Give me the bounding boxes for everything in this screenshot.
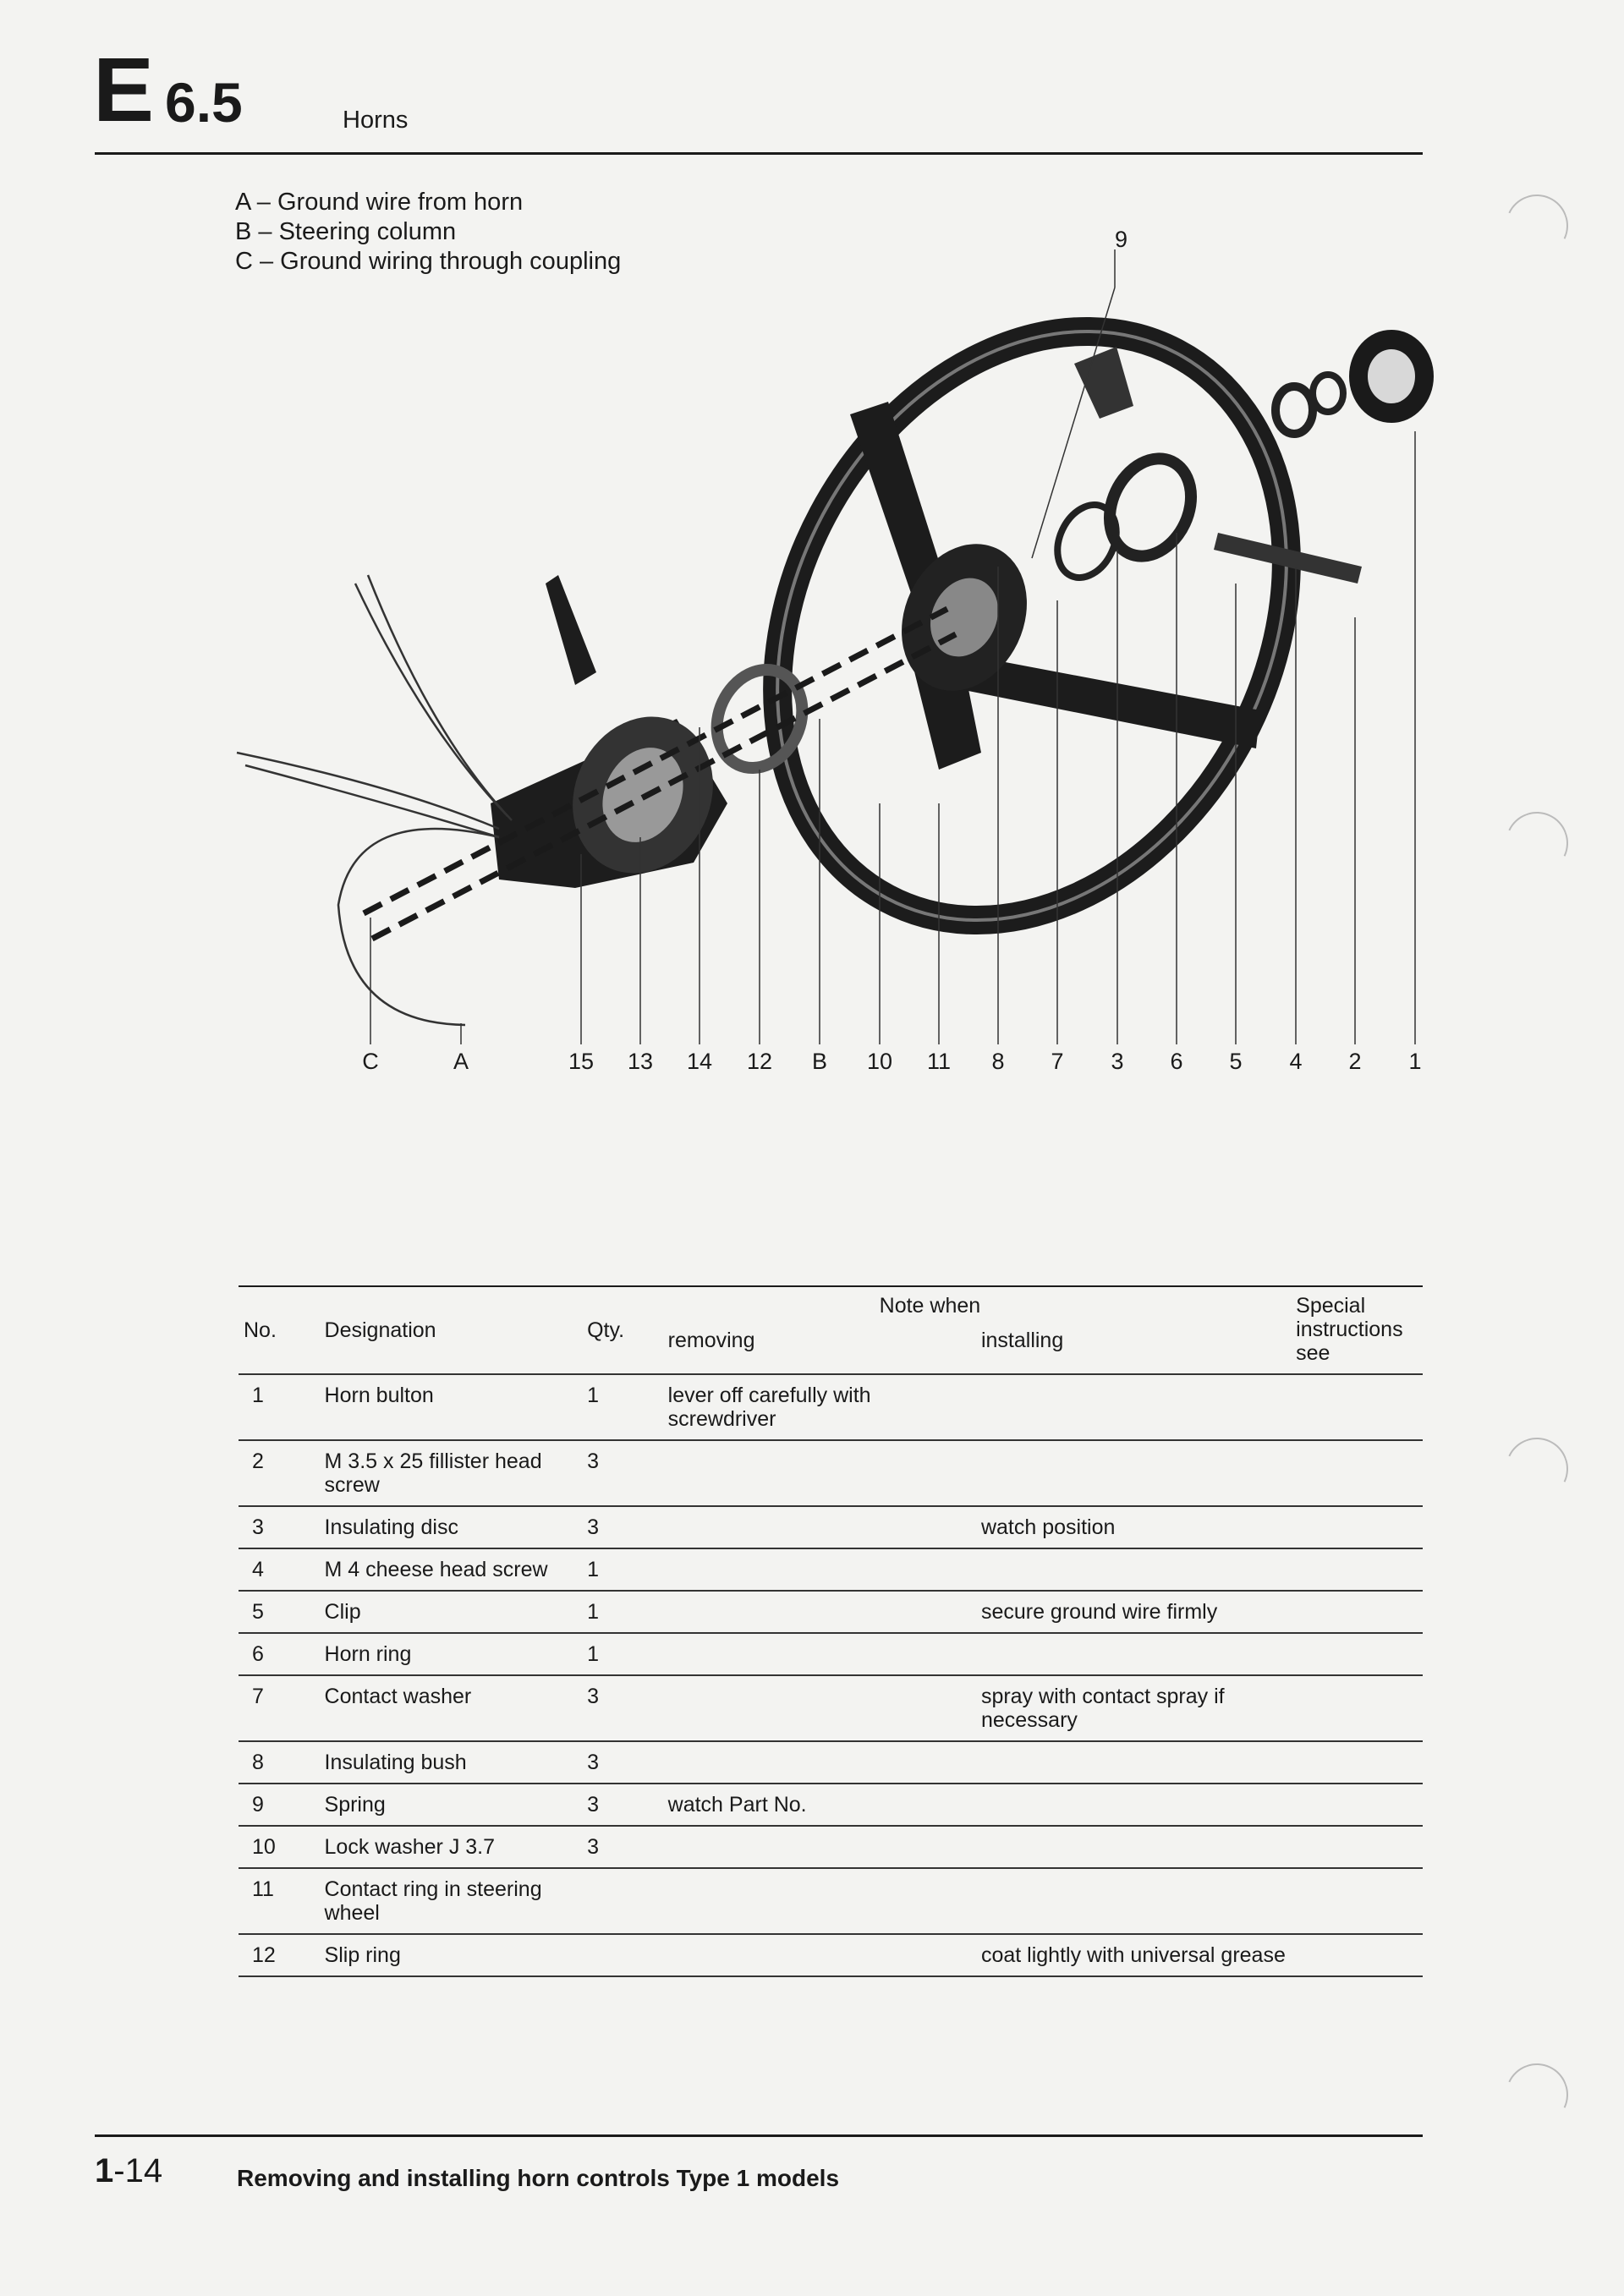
table-row: [239, 1675, 1423, 1741]
cell-designation: Horn ring: [324, 1642, 412, 1666]
cell-special: [1296, 1784, 1423, 1826]
header-rule: [95, 152, 1423, 155]
callout-label-9: 9: [1115, 227, 1128, 252]
parts-table: [239, 1287, 1423, 1977]
cell-no: 7: [252, 1685, 264, 1708]
cell-designation: Spring: [324, 1793, 386, 1817]
section-number: 6.5: [165, 71, 243, 134]
page-number: [95, 2152, 162, 2190]
cell-removing: lever off carefully with screwdriver: [667, 1384, 871, 1431]
table-row: [239, 1633, 1423, 1675]
cell-special: [1296, 1934, 1423, 1976]
punch-hole-mark: [1497, 186, 1577, 266]
legend-item-b: B – Steering column: [235, 218, 457, 245]
cell-designation: Lock washer J 3.7: [324, 1835, 496, 1859]
cell-removing: [668, 1868, 981, 1934]
section-letter: E: [93, 38, 155, 140]
callout-label: A: [453, 1049, 469, 1074]
cell-no: 12: [252, 1943, 276, 1967]
cell-designation: M 4 cheese head screw: [324, 1558, 548, 1581]
cell-no: 11: [252, 1877, 274, 1901]
cell-installing: [981, 1374, 1296, 1440]
cell-no: 8: [252, 1751, 264, 1774]
callout-label: 10: [866, 1049, 893, 1074]
cell-qty: 3: [587, 1515, 599, 1539]
callout-label: 12: [746, 1049, 773, 1074]
cell-designation: Insulating disc: [324, 1515, 458, 1539]
table-row: [239, 1826, 1423, 1868]
cell-no: 4: [252, 1558, 264, 1581]
legend-item-c: C – Ground wiring through coupling: [235, 248, 622, 275]
page-number-major: 1: [95, 2152, 114, 2189]
header-special-instructions: Special instructions see: [1296, 1294, 1403, 1365]
cell-qty: 1: [587, 1558, 599, 1581]
table-row: [239, 1374, 1423, 1440]
callout-label: C: [362, 1049, 379, 1074]
cell-removing: [668, 1675, 981, 1741]
cell-removing: [668, 1633, 981, 1675]
table-row: [239, 1741, 1423, 1784]
cell-installing: [981, 1633, 1296, 1675]
cell-removing: [668, 1506, 981, 1548]
callout-label: 3: [1111, 1049, 1124, 1074]
cell-special: [1296, 1440, 1423, 1506]
callout-label: 13: [627, 1049, 654, 1074]
cell-no: 5: [252, 1600, 264, 1624]
cell-removing: [668, 1826, 981, 1868]
cell-removing: watch Part No.: [667, 1793, 807, 1817]
table-row: [239, 1548, 1423, 1591]
cell-installing: [981, 1826, 1296, 1868]
cell-designation: Slip ring: [324, 1943, 401, 1967]
header-note-when: Note when: [879, 1294, 981, 1318]
punch-hole-mark: [1497, 2055, 1577, 2135]
cell-installing: [981, 1868, 1296, 1934]
header-no: No.: [244, 1318, 277, 1342]
cell-qty: 3: [587, 1835, 599, 1859]
cell-special: [1296, 1826, 1423, 1868]
callout-label: B: [811, 1049, 827, 1074]
cell-qty: 1: [587, 1600, 599, 1624]
header-removing: removing: [667, 1329, 755, 1353]
cell-no: 1: [252, 1384, 264, 1407]
header-designation: Designation: [324, 1318, 436, 1342]
table-row: [239, 1440, 1423, 1506]
cell-removing: [668, 1548, 981, 1591]
header-installing: installing: [980, 1329, 1064, 1353]
cell-installing: coat lightly with universal grease: [980, 1943, 1286, 1967]
footer-title: Removing and installing horn controls Type 1 models: [237, 2165, 840, 2191]
cell-special: [1296, 1633, 1423, 1675]
cell-installing: [981, 1741, 1296, 1784]
callout-label: 11: [926, 1049, 952, 1074]
cell-designation: Horn bulton: [324, 1384, 434, 1407]
page-number-minor: 14: [124, 2152, 163, 2189]
cell-designation: M 3.5 x 25 fillister head screw: [324, 1449, 542, 1497]
cell-qty: [587, 1868, 668, 1934]
wheel-spokes: [850, 402, 1260, 770]
cell-special: [1296, 1506, 1423, 1548]
callout-label: 2: [1348, 1049, 1362, 1074]
callout-label: 8: [991, 1049, 1005, 1074]
callout-label: 14: [686, 1049, 713, 1074]
cell-special: [1296, 1591, 1423, 1633]
cell-special: [1296, 1868, 1423, 1934]
steering-wheel: [678, 242, 1385, 1009]
cell-installing: [981, 1440, 1296, 1506]
cell-no: 2: [252, 1449, 264, 1473]
cell-special: [1296, 1374, 1423, 1440]
cell-removing: [668, 1440, 981, 1506]
section-title: Horns: [343, 107, 409, 134]
cell-installing: [981, 1784, 1296, 1826]
cell-designation: Contact ring in steering wheel: [324, 1877, 542, 1925]
cell-qty: 1: [587, 1384, 599, 1407]
cell-removing: [668, 1934, 981, 1976]
cell-removing: [668, 1591, 981, 1633]
cell-no: 9: [252, 1793, 264, 1817]
callout-label: 4: [1289, 1049, 1303, 1074]
cell-qty: 3: [587, 1793, 599, 1817]
callout-label: 1: [1408, 1049, 1422, 1074]
cell-designation: Clip: [324, 1600, 361, 1624]
cell-no: 10: [252, 1835, 276, 1859]
cell-designation: Insulating bush: [324, 1751, 467, 1774]
callout-label: 5: [1229, 1049, 1243, 1074]
wiring-harness: [237, 575, 512, 1025]
table-row: [239, 1784, 1423, 1826]
table-row: [239, 1506, 1423, 1548]
cell-special: [1296, 1548, 1423, 1591]
footer-rule: [95, 2134, 1423, 2137]
page-number-separator: -: [113, 2152, 125, 2189]
table-row: [239, 1868, 1423, 1934]
callout-leader-lines: [370, 249, 1415, 1044]
callout-label: 15: [568, 1049, 595, 1074]
legend-item-a: A – Ground wire from horn: [235, 189, 524, 216]
punch-hole-mark: [1497, 803, 1577, 884]
cell-installing: spray with contact spray if necessary: [980, 1685, 1225, 1732]
cell-qty: [587, 1934, 668, 1976]
header-qty: Qty.: [587, 1318, 625, 1342]
cell-special: [1296, 1675, 1423, 1741]
cell-qty: 3: [587, 1685, 599, 1708]
cell-special: [1296, 1741, 1423, 1784]
cell-qty: 3: [587, 1449, 599, 1473]
cell-no: 3: [252, 1515, 264, 1539]
cell-qty: 3: [587, 1751, 599, 1774]
horn-button: [1349, 330, 1434, 423]
cell-installing: [981, 1548, 1296, 1591]
callout-label: 6: [1170, 1049, 1183, 1074]
cell-installing: watch position: [980, 1515, 1116, 1539]
cell-no: 6: [252, 1642, 264, 1666]
callout-label: 7: [1051, 1049, 1064, 1074]
punch-hole-mark: [1497, 1429, 1577, 1510]
cell-designation: Contact washer: [324, 1685, 472, 1708]
cell-qty: 1: [587, 1642, 599, 1666]
cell-removing: [668, 1741, 981, 1784]
table-row: [239, 1934, 1423, 1976]
cell-installing: secure ground wire firmly: [980, 1600, 1218, 1624]
exploded-steering-wheel-diagram: [220, 211, 1455, 1057]
table-row: [239, 1591, 1423, 1633]
